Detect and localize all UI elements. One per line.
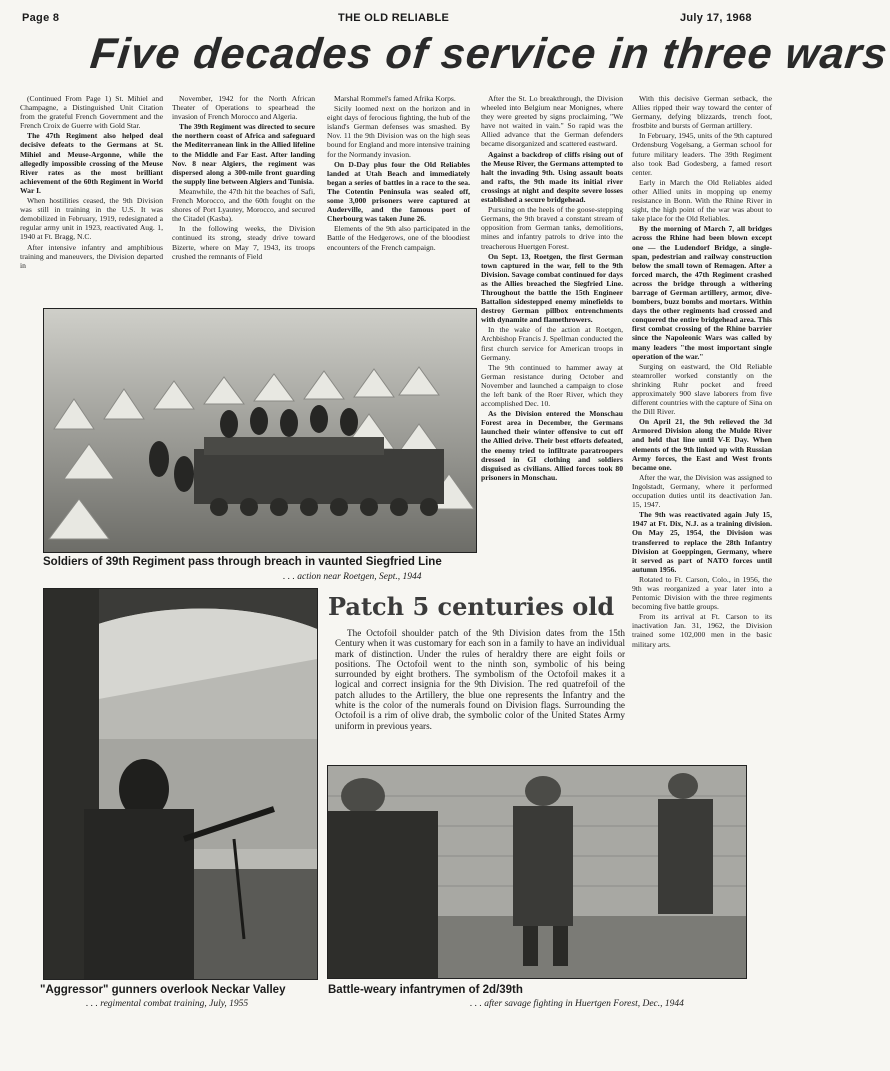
- subcaption-neckar-valley: . . . regimental combat training, July, 1955: [86, 999, 249, 1009]
- article-column-1: [20, 94, 163, 306]
- article-paragraph: In February, 1945, units of the 9th captured Ordensburg Vogelsang, a German school for future military leaders. The 39th Regiment also took Bad Godesberg, a famed resort center.: [632, 131, 772, 177]
- headline: Five decades of service in three wars: [88, 30, 890, 78]
- article-paragraph: After the St. Lo breakthrough, the Division wheeled into Belgium near Monignes, where they were greeted by signs proclaiming, "We have not waited in vain." So rapid was the Allied advance that the German defenders became disorganized and scattered eastward.: [481, 94, 623, 149]
- article-paragraph: By the morning of March 7, all bridges across the Rhine had been blown except one — the Ludendorf Bridge, a single-span, pedestrian and railway construction below the small town of Remagen. After a forced march, the 47th Regiment crashed across the bridge through a withering barrage of German artillery, armor, dive-bombers, buzz bombs and mortars. Within days the other regiments had crossed and conquered the entire bridgehead area. This first combat crossing of the Rhine barrier since the Napoleonic Wars was called by many leaders "the most important single operation of the war.": [632, 224, 772, 361]
- article-paragraph: When hostilities ceased, the 9th Division was still in training in the U.S. It was demobilized in February, 1919, redesignated a regular army unit in 1923, reactivated Aug. 1, 1940 at Ft. Bragg, N.C.: [20, 196, 163, 242]
- article-paragraph: Sicily loomed next on the horizon and in eight days of ferocious fighting, the hub of the island's German defenses was smashed. By Nov. 11 the 9th Division was on the high seas bound for England and more intensive training for the Normandy invasion.: [327, 104, 470, 159]
- article-paragraph: After the war, the Division was assigned to Ingolstadt, Germany, where it performed occupation duties until its deactivation Jan. 15, 1947.: [632, 472, 772, 510]
- subcaption-huertgen-forest: . . . after savage fighting in Huertgen Forest, Dec., 1944: [470, 999, 684, 1009]
- photo-siegfried-line: [43, 308, 477, 553]
- article-paragraph: Marshal Rommel's famed Afrika Korps.: [334, 94, 456, 103]
- page-number: Page 8: [22, 12, 60, 24]
- article-paragraph: The 9th was reactivated again July 15, 1947 at Ft. Dix, N.J. as a training division. On May 25, 1954, the Division was transferred to replace the 28th Infantry Division at Goeppingen, Germany, where it served as part of NATO forces until autumn 1956.: [632, 510, 772, 574]
- article-paragraph: In the following weeks, the Division continued its strong, steady drive toward Bizerte, where on May 7, 1943, its troops crushed the remnants of Field: [172, 224, 315, 261]
- newspaper-name: THE OLD RELIABLE: [338, 12, 450, 24]
- article-paragraph: Elements of the 9th also participated in the Battle of the Hedgerows, one of the bloodiest encounters of the French campaign.: [327, 224, 470, 252]
- article-paragraph: Against a backdrop of cliffs rising out of the Meuse River, the Germans attempted to halt the invading 9th. Using assault boats and rafts, the 9th made its initial river crossings at night and despite severe losses established a secure bridgehead.: [481, 149, 623, 205]
- article-paragraph: The 39th Regiment was directed to secure the northern coast of Africa and safeguard the Mediterranean link in the Allied lifeline to the Middle and Far East. After landing Nov. 8 near Algiers, the regiment was dispersed along a 300-mile front guarding the supply line between Algiers and Tunisia.: [172, 122, 315, 186]
- patch-title: Patch 5 centuries old: [328, 592, 615, 621]
- article-paragraph: On Sept. 13, Roetgen, the first German town captured in the war, fell to the 9th Division. Savage combat continued for days as the Allies breached the Siegfried Line. Throughout the battle the 15th Engineer Battalion sidestepped enemy minefields to destroy German pillbox entrenchments with dynamite and flamethrowers.: [481, 251, 623, 325]
- patch-body-text: The Octofoil shoulder patch of the 9th Division dates from the 15th Century when it was customary for each son in a family to have an individual mark of distinction. Under the rules of heraldry there are eight foils or positions. The Octofoil went to the ninth son, symbolic of his being surrounded by eight brothers. The symbolism of the Octofoil makes it a logical and correct insignia for the 9th Division. The red quatrefoil of the patch alludes to the Artillery, the blue one represents the Infantry and the white is the color of the numerals found on Division flags. Surrounding the Octofoil is a rim of olive drab, the symbolic color of the United States Army uniform in previous years.: [335, 628, 625, 731]
- article-paragraph: From its arrival at Ft. Carson to its inactivation Jan. 31, 1962, the Division trained some 102,000 men in the basic military arts.: [632, 612, 772, 649]
- article-paragraph: In the wake of the action at Roetgen, Archbishop Francis J. Spellman conducted the first church service for American troops in Germany.: [481, 325, 623, 362]
- article-paragraph: After intensive infantry and amphibious training and maneuvers, the Division departed in: [20, 242, 163, 270]
- article-paragraph: With this decisive German setback, the Allies ripped their way toward the center of Germany, defying blizzards, trench foot, frostbite and bursts of German artillery.: [632, 94, 772, 131]
- patch-body: [335, 628, 625, 760]
- article-paragraph: The 9th continued to hammer away at German resistance during October and November and launched a campaign to close the left bank of the Roer River, which they accomplished Dec. 10.: [481, 362, 623, 409]
- photo-neckar-valley: [43, 588, 318, 980]
- caption-huertgen-forest: Battle-weary infantrymen of 2d/39th: [328, 984, 523, 996]
- article-paragraph: As the Division entered the Monschau Forest area in December, the Germans launched their winter offensive to cut off the Allied drive. Their best efforts defeated, the enemy tried to infiltrate paratroopers dressed in GI clothing and soldiers disguised as civilians. Allied forces took 80 prisoners in Monschau.: [481, 409, 623, 482]
- article-paragraph: Pursuing on the heels of the goose-stepping Germans, the 9th braved a constant stream of opposition from German tanks, demolitions, mines and infantry patrols to drive into the treacherous Huertgen Forest.: [481, 205, 623, 251]
- article-column-5: [632, 94, 772, 754]
- article-paragraph: Early in March the Old Reliables aided other Allied units in mopping up enemy resistance in Bonn. With the Rhine River in sight, the high point of the war was about to take place for the Old Reliables.: [632, 177, 772, 224]
- article-paragraph: Meanwhile, the 47th hit the beaches of Safi, French Morocco, and the 60th fought on the shores of Port Lyautey, Morocco, and secured the Citadel (Kasba).: [172, 186, 315, 224]
- caption-siegfried-line: Soldiers of 39th Regiment pass through breach in vaunted Siegfried Line: [43, 556, 442, 568]
- article-column-4: [481, 94, 623, 584]
- article-paragraph: The 47th Regiment also helped deal decisive defeats to the Germans at St. Mihiel and Meuse-Argonne, while the allegedly impossible crossing of the Meuse River rates as the most brilliant achievement of the 60th Regiment in World War I.: [20, 131, 163, 195]
- caption-neckar-valley: "Aggressor" gunners overlook Neckar Valley: [40, 984, 286, 996]
- article-paragraph: On D-Day plus four the Old Reliables landed at Utah Beach and immediately began a series of battles in a race to the sea. The Cotentin Peninsula was sealed off, some 3,000 prisoners were captured at Auderville, and the famous port of Cherbourg was taken June 26.: [327, 159, 470, 224]
- issue-date: July 17, 1968: [680, 12, 752, 24]
- subcaption-siegfried-line: . . . action near Roetgen, Sept., 1944: [283, 572, 422, 582]
- article-paragraph: (Continued From Page 1) St. Mihiel and Champagne, a Distinguished Unit Citation from the grateful French Government and the French Croix de Guerre with Gold Star.: [20, 94, 163, 131]
- article-paragraph: November, 1942 for the North African Theater of Operations to spearhead the invasion of French Morocco and Algeria.: [172, 94, 315, 122]
- article-paragraph: Rotated to Ft. Carson, Colo., in 1956, the 9th was reorganized a year later into a Pentomic Division with the three regiments becoming five battle groups.: [632, 574, 772, 612]
- photo-huertgen-forest: [327, 765, 747, 979]
- article-paragraph: Surging on eastward, the Old Reliable steamroller worked constantly on the shrinking Ruhr pocket and freed approximately 900 slave laborers from five different countries with the capture of Sina on the Dill River.: [632, 361, 772, 417]
- article-column-2: [172, 94, 315, 306]
- article-paragraph: On April 21, the 9th relieved the 3d Armored Division along the Mulde River and held that line until V-E Day. When elements of the 9th linked up with Russian Army forces, the East and West fronts became one.: [632, 417, 772, 472]
- article-column-3: [327, 94, 470, 306]
